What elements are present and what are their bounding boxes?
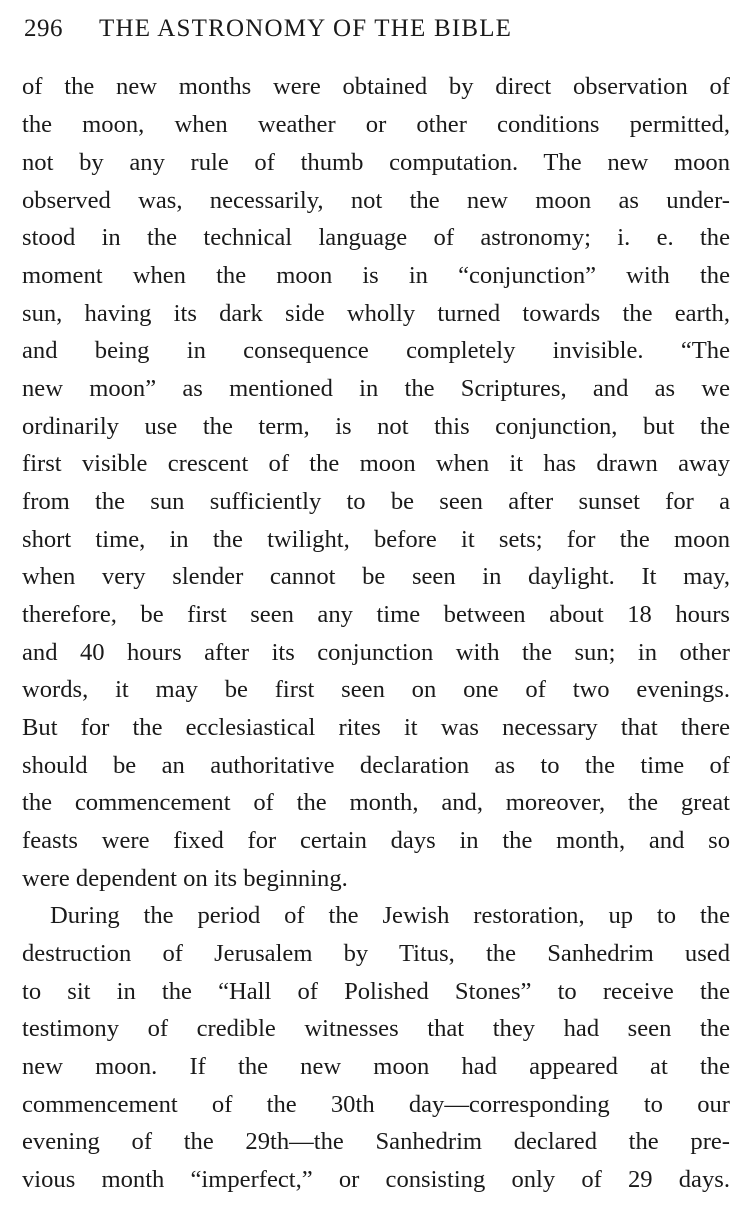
text-line: from the sun sufficiently to be seen after sunset for a bbox=[22, 488, 730, 515]
text-line: when very slender cannot be seen in daylight. It may, bbox=[22, 563, 730, 590]
text-line: destruction of Jerusalem by Titus, the Sanhedrim used bbox=[22, 940, 730, 967]
text-line: But for the ecclesiastical rites it was necessary that there bbox=[22, 714, 730, 741]
text-line: the commencement of the month, and, moreover, the great bbox=[22, 789, 730, 816]
text-line: new moon” as mentioned in the Scriptures, and as we bbox=[22, 375, 730, 402]
text-line: stood in the technical language of astronomy; i. e. the bbox=[22, 224, 730, 251]
text-line: were dependent on its beginning. bbox=[22, 865, 348, 892]
text-line: During the period of the Jewish restoration, up to the bbox=[50, 902, 730, 929]
text-line: evening of the 29th—the Sanhedrim declared the pre- bbox=[22, 1128, 730, 1155]
text-line: words, it may be first seen on one of two evenings. bbox=[22, 676, 730, 703]
running-head bbox=[24, 12, 730, 46]
text-line: observed was, necessarily, not the new moon as under- bbox=[22, 187, 730, 214]
text-line: vious month “imperfect,” or consisting only of 29 days. bbox=[22, 1166, 730, 1193]
page-number: 296 bbox=[24, 15, 63, 42]
text-line: moment when the moon is in “conjunction” with the bbox=[22, 262, 730, 289]
text-line: first visible crescent of the moon when it has drawn away bbox=[22, 450, 730, 477]
text-line: therefore, be first seen any time between about 18 hours bbox=[22, 601, 730, 628]
text-line: ordinarily use the term, is not this conjunction, but the bbox=[22, 413, 730, 440]
text-line: and being in consequence completely invisible. “The bbox=[22, 337, 730, 364]
running-title: THE ASTRONOMY OF THE BIBLE bbox=[99, 15, 513, 42]
text-line: new moon. If the new moon had appeared at the bbox=[22, 1053, 730, 1080]
text-line: feasts were fixed for certain days in the month, and so bbox=[22, 827, 730, 854]
text-line: testimony of credible witnesses that they had seen the bbox=[22, 1015, 730, 1042]
text-line: should be an authoritative declaration as to the time of bbox=[22, 752, 730, 779]
text-line: not by any rule of thumb computation. The new moon bbox=[22, 149, 730, 176]
text-line: of the new months were obtained by direct observation of bbox=[22, 73, 730, 100]
text-line: sun, having its dark side wholly turned towards the earth, bbox=[22, 300, 730, 327]
text-line: to sit in the “Hall of Polished Stones” to receive the bbox=[22, 978, 730, 1005]
text-line: short time, in the twilight, before it sets; for the moon bbox=[22, 526, 730, 553]
text-line: and 40 hours after its conjunction with the sun; in other bbox=[22, 639, 730, 666]
text-line: commencement of the 30th day—corresponding to our bbox=[22, 1091, 730, 1118]
text-line: the moon, when weather or other conditions permitted, bbox=[22, 111, 730, 138]
